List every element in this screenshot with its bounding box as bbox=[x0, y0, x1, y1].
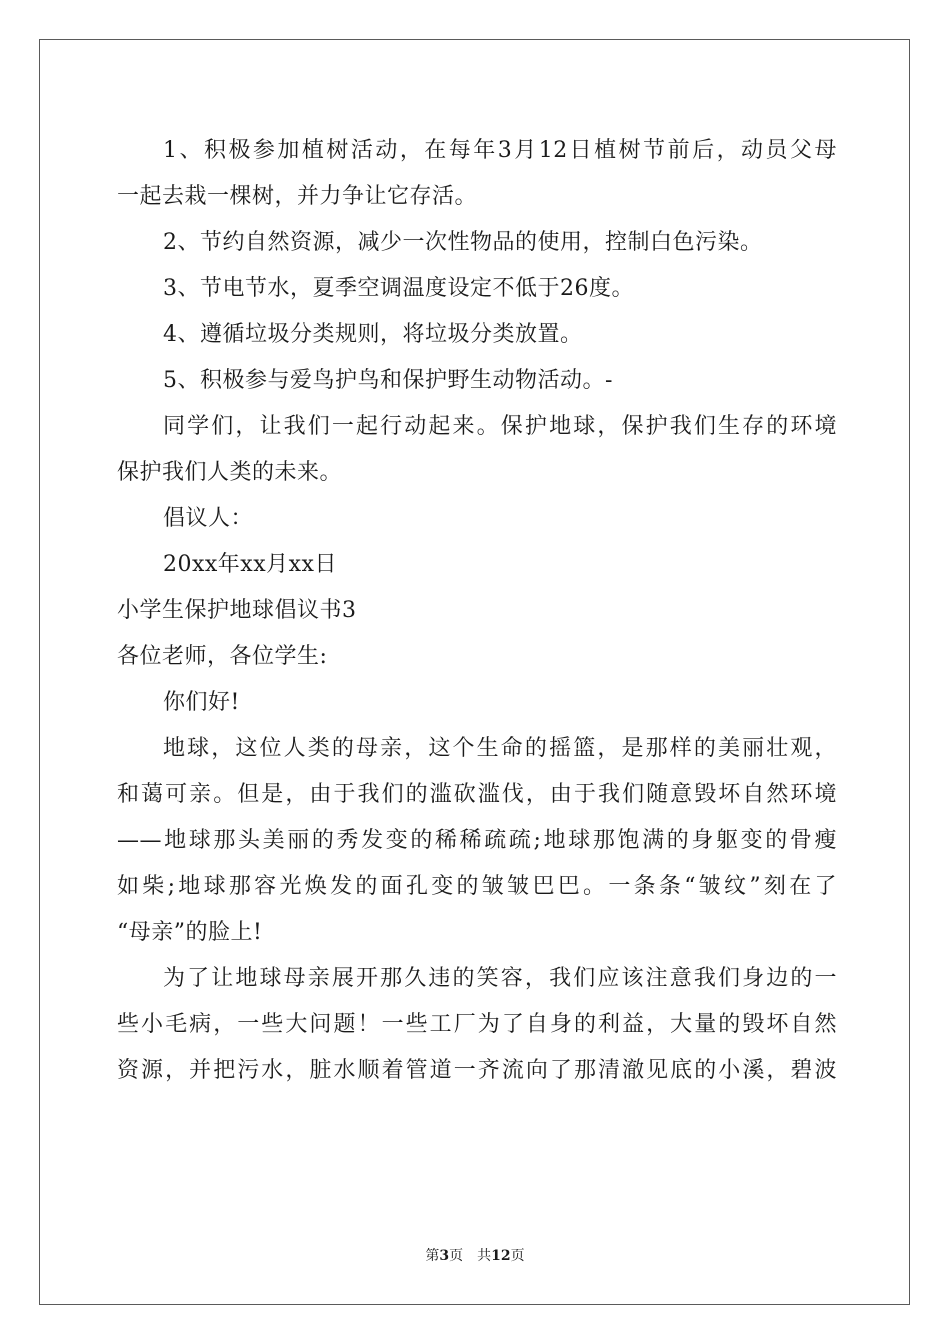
text-line: 同学们，让我们一起行动起来。保护地球，保护我们生存的环境 bbox=[163, 414, 837, 439]
total-page-count: 12 bbox=[491, 1248, 511, 1264]
date-line: 20xx年xx月xx日 bbox=[163, 552, 337, 577]
footer-suffix: 页 bbox=[510, 1248, 525, 1264]
text-line: 些小毛病，一些大问题！一些工厂为了自身的利益，大量的毁坏自然 bbox=[117, 1012, 837, 1037]
text-line: 资源，并把污水，脏水顺着管道一齐流向了那清澈见底的小溪，碧波 bbox=[117, 1058, 837, 1083]
salutation: 各位老师，各位学生: bbox=[117, 644, 328, 669]
page-footer bbox=[0, 1245, 950, 1265]
current-page-number: 3 bbox=[439, 1248, 450, 1264]
text-line: 2、节约自然资源，减少一次性物品的使用，控制白色污染。 bbox=[163, 230, 763, 255]
text-line: 3、节电节水，夏季空调温度设定不低于26度。 bbox=[163, 276, 634, 301]
footer-mid: 页 共 bbox=[449, 1248, 492, 1264]
text-line: 地球，这位人类的母亲，这个生命的摇篮，是那样的美丽壮观， bbox=[163, 736, 837, 761]
text-line: 5、积极参与爱鸟护鸟和保护野生动物活动。- bbox=[163, 368, 613, 393]
document-body bbox=[117, 128, 837, 1094]
text-line: 4、遵循垃圾分类规则，将垃圾分类放置。 bbox=[163, 322, 583, 347]
text-line: ——地球那头美丽的秀发变的稀稀疏疏;地球那饱满的身躯变的骨瘦 bbox=[117, 828, 837, 853]
text-line: 和蔼可亲。但是，由于我们的滥砍滥伐，由于我们随意毁坏自然环境 bbox=[117, 782, 837, 807]
text-line: 如柴;地球那容光焕发的面孔变的皱皱巴巴。一条条“皱纹”刻在了 bbox=[117, 874, 837, 899]
text-line: 倡议人： bbox=[163, 506, 254, 531]
section-title: 小学生保护地球倡议书3 bbox=[117, 598, 357, 623]
text-line: 一起去栽一棵树，并力争让它存活。 bbox=[117, 184, 478, 209]
text-line: 1、积极参加植树活动，在每年3月12日植树节前后，动员父母 bbox=[163, 138, 837, 163]
text-line: 为了让地球母亲展开那久违的笑容，我们应该注意我们身边的一 bbox=[163, 966, 837, 991]
text-line: 保护我们人类的未来。 bbox=[117, 460, 343, 485]
text-line: “母亲”的脸上! bbox=[117, 920, 263, 945]
greeting: 你们好! bbox=[163, 690, 240, 715]
footer-prefix: 第 bbox=[425, 1248, 440, 1264]
